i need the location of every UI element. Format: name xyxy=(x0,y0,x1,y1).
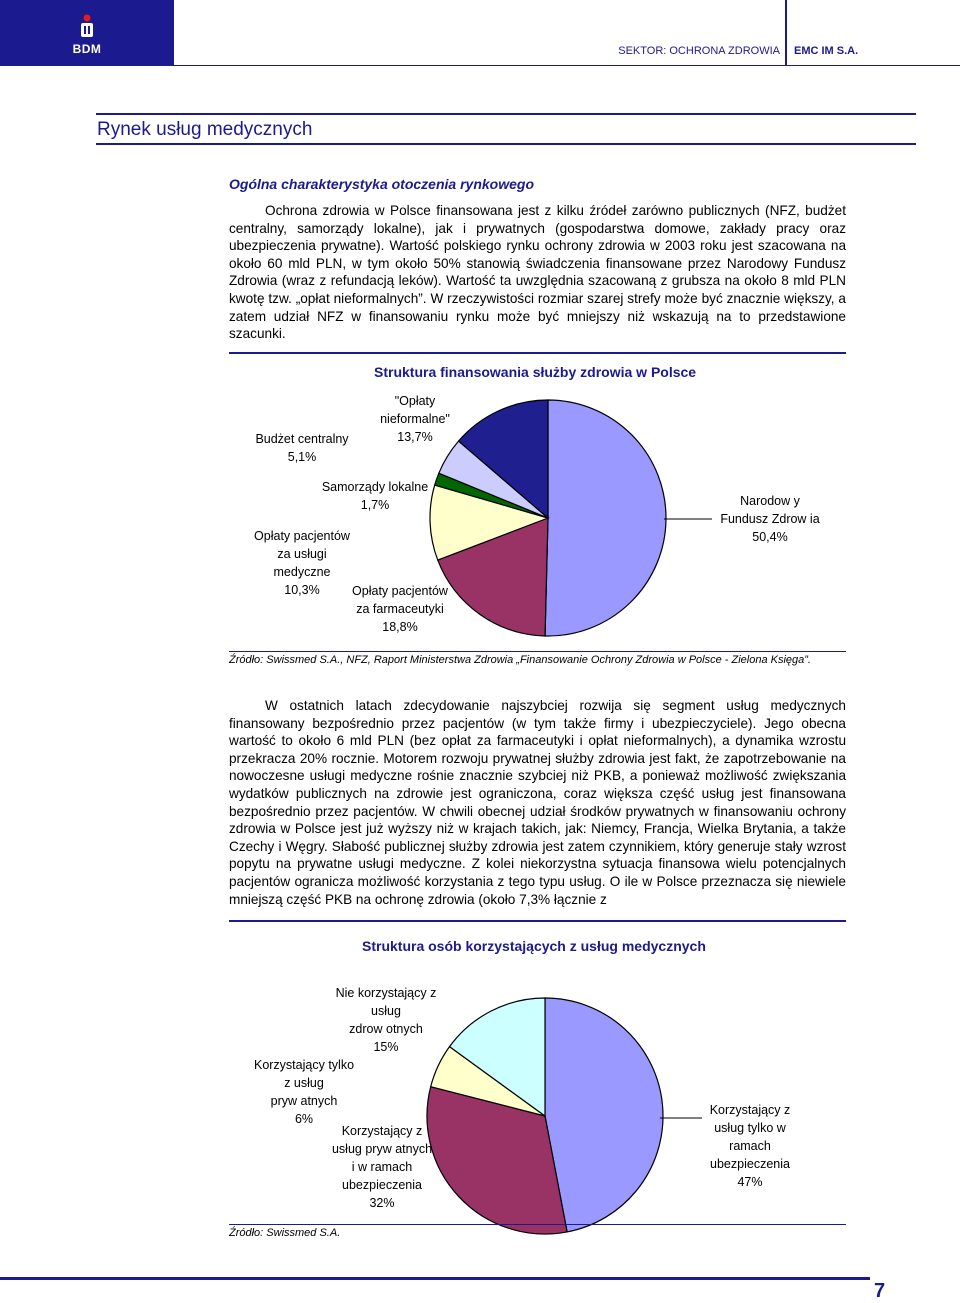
label-value: 1,7% xyxy=(360,498,390,512)
chart1-title: Struktura finansowania służby zdrowia w Polsce xyxy=(374,364,697,380)
label-value: 15% xyxy=(373,1040,399,1054)
label-line: za farmaceutyki xyxy=(356,602,444,616)
label-line: ramach xyxy=(729,1139,771,1153)
label-value: 47% xyxy=(737,1175,763,1189)
chart2-label-none xyxy=(318,984,454,1056)
label-value: 6% xyxy=(294,1112,314,1126)
label-line: i w ramach xyxy=(351,1160,413,1174)
label-line: nieformalne" xyxy=(380,412,450,426)
label-line: Budżet centralny xyxy=(255,432,349,446)
subtitle: Ogólna charakterystyka otoczenia rynkowego xyxy=(229,176,534,192)
chart2-source: Źródło: Swissmed S.A. xyxy=(229,1227,341,1239)
chart2-bottom-rule xyxy=(229,1224,846,1225)
pie-slice-0 xyxy=(545,998,663,1232)
label-line: Opłaty pacjentów xyxy=(352,584,448,598)
chart2-title: Struktura osób korzystających z usług medycznych xyxy=(362,938,706,954)
label-line: Nie korzystający z xyxy=(335,986,437,1000)
label-line: usług xyxy=(371,1004,401,1018)
label-line: Korzystający tylko xyxy=(253,1058,355,1072)
label-line: Narodow y xyxy=(740,494,800,508)
company-label: EMC IM S.A. xyxy=(794,45,859,57)
label-line: zdrow otnych xyxy=(349,1022,423,1036)
chart2-label-insurance xyxy=(690,1101,810,1191)
label-value: 10,3% xyxy=(284,583,320,597)
label-value: 5,1% xyxy=(287,450,317,464)
label-line: pryw atnych xyxy=(270,1094,338,1108)
label-value: 50,4% xyxy=(752,530,788,544)
sector-label: SEKTOR: OCHRONA ZDROWIA xyxy=(618,45,780,57)
label-line: ubezpieczenia xyxy=(710,1157,790,1171)
label-line: usług tylko w xyxy=(714,1121,786,1135)
label-line: Korzystający z xyxy=(709,1103,791,1117)
label-value: 13,7% xyxy=(397,430,433,444)
label-line: za usługi xyxy=(277,547,327,561)
label-value: 32% xyxy=(369,1196,395,1210)
paragraph-intro: Ochrona zdrowia w Polsce finansowana jest z kilku źródeł zarówno publicznych (NFZ, budżet centralny, samorządy lokalne), jak i prywatnych (gospodarstwa domowe, zakłady pracy oraz ubezpieczenia prywatne). Wartość polskiego rynku ochrony zdrowia w 2003 roku jest szacowana na około 60 mld PLN, w tym około 50% stanowią świadczenia finansowane przez Narodowy Fundusz Zdrowia (wraz z refundacją leków). Wartość ta uwzględnia szacowaną z grubsza na około 8 mld PLN kwotę tzw. „opłat nieformalnych”. W rzeczywistości rozmiar szarej strefy może być znacznie większy, a zatem udział NFZ w finansowaniu rynku może być mniejszy niż wskazują na to przedstawione szacunki. xyxy=(229,203,846,342)
label-line: Samorządy lokalne xyxy=(321,480,429,494)
label-line: z usług xyxy=(284,1076,324,1090)
chart2-label-both xyxy=(318,1122,446,1212)
logo-text: BDM xyxy=(72,42,102,56)
footer-rule xyxy=(0,1277,870,1280)
label-line: "Opłaty xyxy=(394,394,436,408)
label-value: 18,8% xyxy=(382,620,418,634)
paragraph-private-segment: W ostatnich latach zdecydowanie najszybciej rozwija się segment usług medycznych finansowany bezpośrednio przez pacjentów (w tym także firmy i ubezpieczyciele). Jego obecna wartość to około 6 mld PLN (bez opłat za farmaceutyki i opłat nieformalnych), a dynamika wzrostu przekracza 20% rocznie. Motorem rozwoju prywatnej służby zdrowia jest fakt, że zapotrzebowanie na nowoczesne usługi medyczne rośnie znacznie szybciej niż PKB, a ponieważ możliwość zwiększania wydatków publicznych na zdrowie jest ograniczona, coraz większa część usług jest finansowana bezpośrednio przez pacjentów. W chwili obecnej udział środków prywatnych w finansowaniu ochrony zdrowia w Polsce jest już wyższy niż w krajach takich, jak: Niemcy, Francja, Wielka Brytania, a także Czechy i Węgry. Słabość publicznej służby zdrowia jest zatem czynnikiem, który generuje stały wzrost popytu na prywatne usługi medyczne. Z kolei niekorzystna sytuacja finansowa wielu potencjalnych pacjentów ogranicza możliwość korzystania z tego typu usług. O ile w Polsce przeznacza się niewiele mniejszą część PKB na ochronę zdrowia (około 7,3% łącznie z xyxy=(229,698,846,907)
label-line: medyczne xyxy=(273,565,331,579)
label-line: Korzystający z xyxy=(341,1124,423,1138)
label-line: Opłaty pacjentów xyxy=(254,529,350,543)
section-title: Rynek usług medycznych xyxy=(97,119,313,140)
label-line: Fundusz Zdrow ia xyxy=(720,512,820,526)
chart2-label-private xyxy=(238,1056,370,1128)
label-line: ubezpieczenia xyxy=(342,1178,422,1192)
chart1-source: Źródło: Swissmed S.A., NFZ, Raport Ministerstwa Zdrowia „Finansowanie Ochrony Zdrowia w Polsce - Zielona Księga”. xyxy=(229,654,811,666)
page-number: 7 xyxy=(874,1280,886,1302)
label-line: usług pryw atnych xyxy=(331,1142,433,1156)
